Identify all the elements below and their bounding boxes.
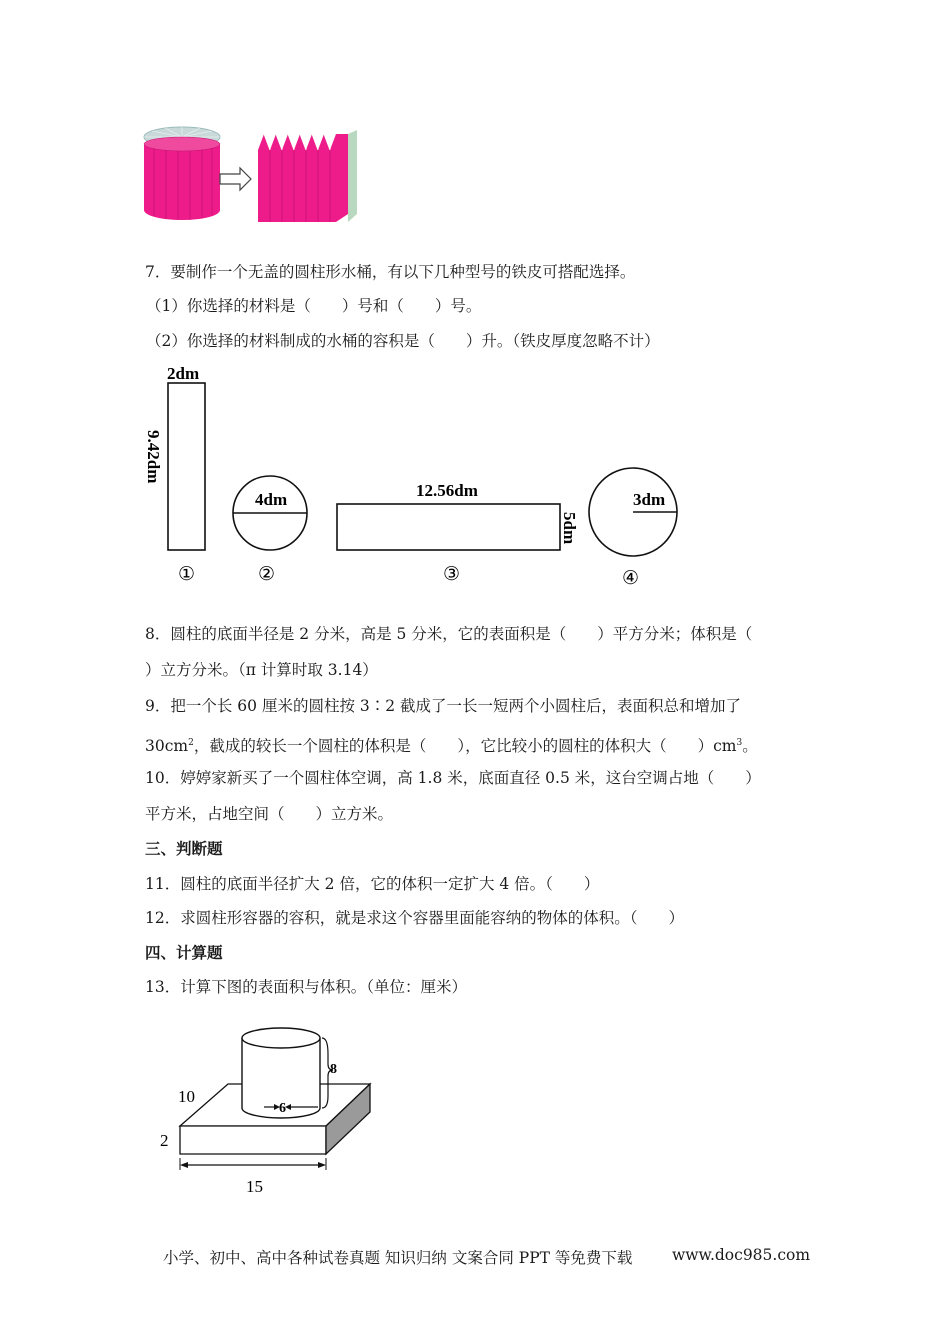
q13-length-label: 15 <box>246 1177 263 1196</box>
footer-link[interactable]: www.doc985.com <box>672 1246 811 1264</box>
question-12: 12．求圆柱形容器的容积，就是求这个容器里面能容纳的物体的体积。（ ） <box>145 909 684 927</box>
cylinder-on-block-figure <box>150 1020 390 1200</box>
material-1-height-label: 9.42dm <box>144 430 163 484</box>
question-8-line2: ）立方分米。（π 计算时取 3.14） <box>145 661 378 679</box>
material-2-number: ② <box>258 564 276 585</box>
question-7-sub1: （1）你选择的材料是（ ）号和（ ）号。 <box>146 297 482 315</box>
question-9-line2: $30cm^2$，截成的较长一个圆柱的体积是（ ），它比较小的圆柱的体积大（ ）$cm^3$。 <box>145 737 758 756</box>
footer-text: 小学、初中、高中各种试卷真题 知识归纳 文案合同 PPT 等免费下载 <box>163 1249 633 1267</box>
material-3-number: ③ <box>443 564 461 585</box>
material-1-width-label: 2dm <box>167 364 200 383</box>
section-4-heading: 四、计算题 <box>145 944 223 962</box>
material-2-diameter-label: 4dm <box>255 490 288 509</box>
question-13-stem: 13．计算下图的表面积与体积。（单位：厘米） <box>145 978 467 996</box>
material-3-length-label: 12.56dm <box>416 481 478 500</box>
material-1-rect <box>168 383 205 550</box>
cylinder-rearrange-figure <box>140 122 365 227</box>
material-4-radius-label: 3dm <box>633 490 666 509</box>
section-3-heading: 三、判断题 <box>145 840 223 858</box>
material-3-width-label: 5dm <box>560 512 579 545</box>
sheet-materials-figure <box>140 360 700 595</box>
q13-thickness-label: 2 <box>160 1131 169 1150</box>
material-3-rect <box>337 504 560 550</box>
question-9-line1: 9．把一个长 60 厘米的圆柱按 3∶2 截成了一长一短两个小圆柱后，表面积总和增加了 <box>145 697 742 715</box>
q13-height-label: 8 <box>330 1062 337 1077</box>
question-7-stem: 7．要制作一个无盖的圆柱形水桶，有以下几种型号的铁皮可搭配选择。 <box>145 263 636 281</box>
q13-diameter-label: 6 <box>279 1101 286 1116</box>
question-11: 11．圆柱的底面半径扩大 2 倍，它的体积一定扩大 4 倍。（ ） <box>145 875 600 893</box>
question-10-line2: 平方米，占地空间（ ）立方米。 <box>145 805 394 823</box>
question-10-line1: 10．婷婷家新买了一个圆柱体空调，高 1.8 米，底面直径 0.5 米，这台空调占地（ ） <box>145 769 761 787</box>
material-1-number: ① <box>178 564 196 585</box>
material-4-number: ④ <box>622 568 640 589</box>
q13-depth-label: 10 <box>178 1087 195 1106</box>
question-7-sub2: （2）你选择的材料制成的水桶的容积是（ ）升。（铁皮厚度忽略不计） <box>146 332 660 350</box>
question-8-line1: 8．圆柱的底面半径是 2 分米，高是 5 分米，它的表面积是（ ）平方分米；体积是（ <box>145 625 753 643</box>
